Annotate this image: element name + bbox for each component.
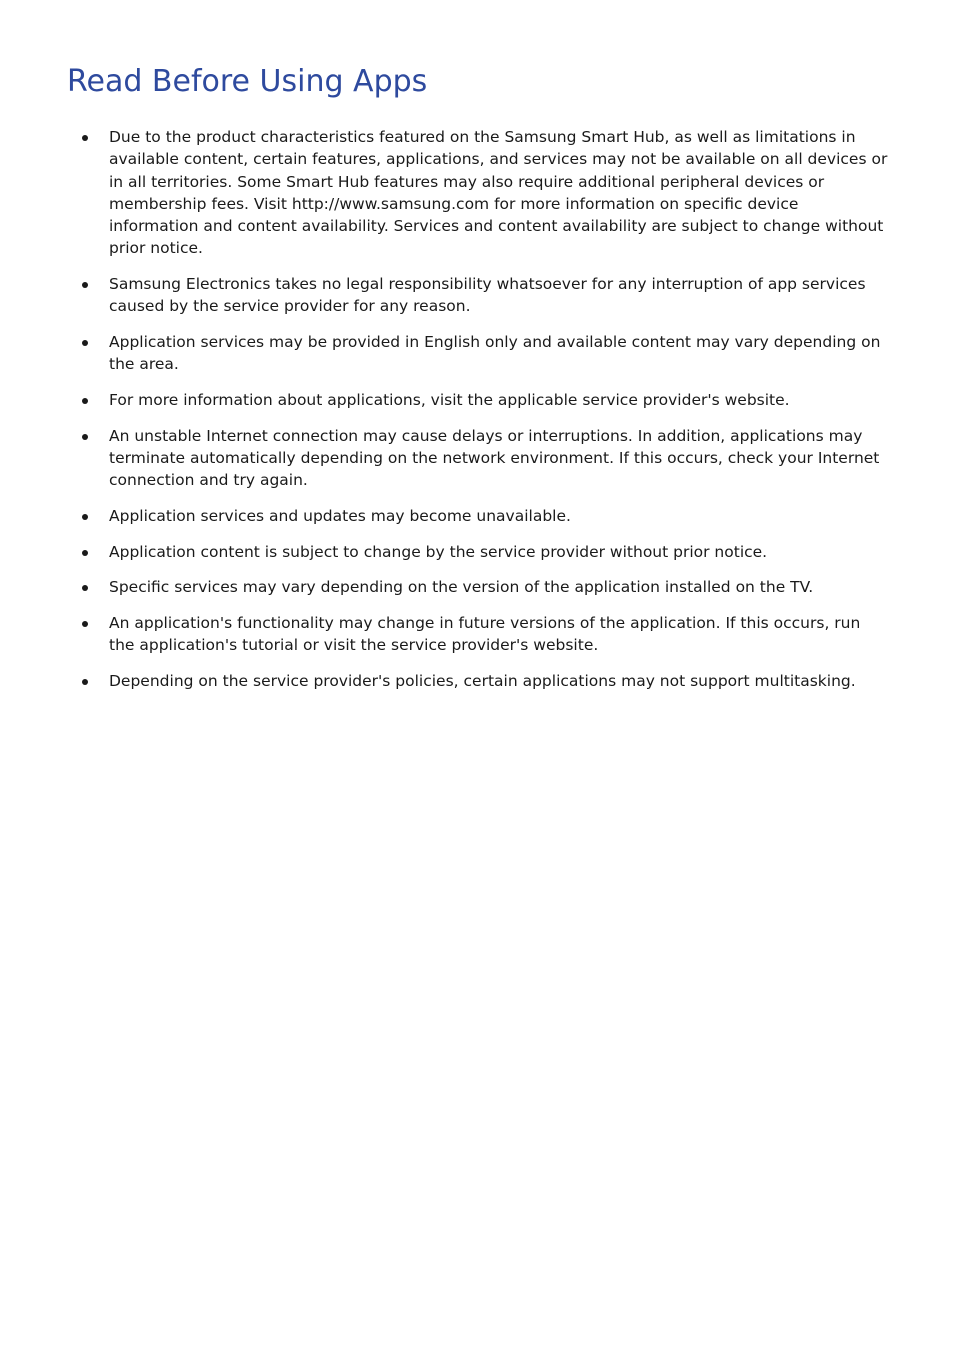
list-item-text: Application content is subject to change by the service provider without prior notice. xyxy=(109,542,768,561)
list-item-text: Depending on the service provider's policies, certain applications may not support multitasking. xyxy=(109,672,856,691)
list-item-text: For more information about applications, visit the applicable service provider's website. xyxy=(109,391,790,410)
list-item xyxy=(0,576,954,598)
bullet-dot-icon xyxy=(82,398,88,404)
list-item-text: Specific services may vary depending on the version of the application installed on the TV. xyxy=(109,578,814,597)
list-item-text: Due to the product characteristics featured on the Samsung Smart Hub, as well as limitations in available content, certain features, applications, and services may not be available on all devices or in all territories. Some Smart Hub features may also require additional peripheral devices or membership fees. Visit http://www.samsung.com for more information on specific device information and content availability. Services and content availability are subject to change without prior notice. xyxy=(109,128,888,258)
list-item xyxy=(0,612,954,657)
list-item xyxy=(0,670,954,692)
bullet-dot-icon xyxy=(82,585,88,591)
notice-list xyxy=(0,126,954,706)
bullet-dot-icon xyxy=(82,434,88,440)
list-item xyxy=(0,505,954,527)
bullet-dot-icon xyxy=(82,621,88,627)
list-item-text: Application services may be provided in English only and available content may vary depending on the area. xyxy=(109,333,881,374)
bullet-dot-icon xyxy=(82,550,88,556)
list-item-text: Application services and updates may become unavailable. xyxy=(109,507,571,526)
list-item xyxy=(0,541,954,563)
page-title: Read Before Using Apps xyxy=(67,64,428,99)
list-item-text: An application's functionality may change in future versions of the application. If this occurs, run the application's tutorial or visit the service provider's website. xyxy=(109,614,861,655)
list-item xyxy=(0,126,954,260)
bullet-dot-icon xyxy=(82,514,88,520)
list-item xyxy=(0,389,954,411)
list-item-text: An unstable Internet connection may cause delays or interruptions. In addition, applications may terminate automatically depending on the network environment. If this occurs, check your Internet connection and try again. xyxy=(109,426,880,490)
list-item-text: Samsung Electronics takes no legal responsibility whatsoever for any interruption of app services caused by the service provider for any reason. xyxy=(109,275,866,316)
list-item xyxy=(0,425,954,492)
list-item xyxy=(0,273,954,318)
list-item xyxy=(0,331,954,376)
bullet-dot-icon xyxy=(82,340,88,346)
bullet-dot-icon xyxy=(82,135,88,141)
bullet-dot-icon xyxy=(82,282,88,288)
bullet-dot-icon xyxy=(82,679,88,685)
